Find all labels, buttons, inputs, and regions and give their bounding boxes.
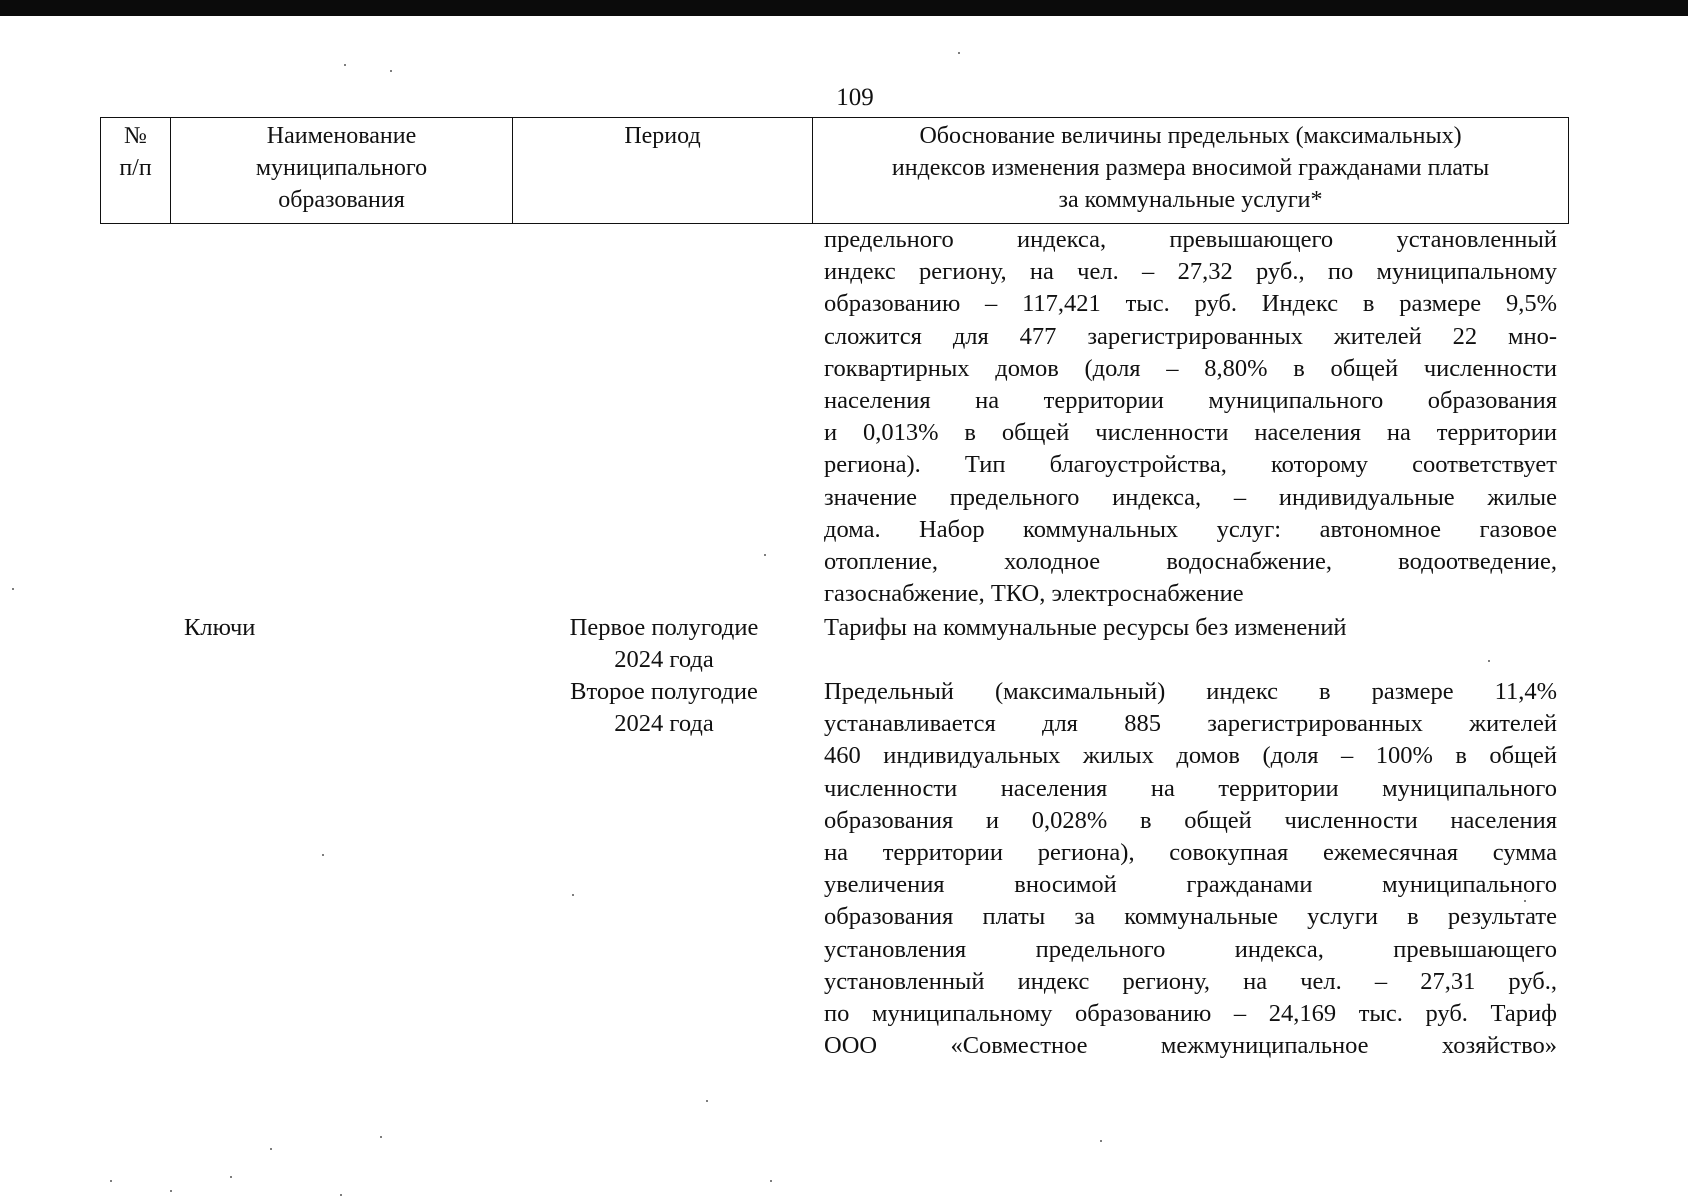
text-line: Предельный (максимальный) индекс в размере 11,4% (824, 678, 1557, 705)
text-line: предельного индекса, превышающего установленный (824, 226, 1557, 253)
page-number: 109 (836, 84, 874, 111)
header-text: Период (624, 123, 701, 149)
text-line: по муниципальному образованию – 24,169 тыс. руб. Тариф (824, 1000, 1557, 1028)
text-line: ООО «Совместное межмуниципальное хозяйство» (824, 1032, 1557, 1060)
text-line: увеличения вносимой гражданами муниципального (824, 871, 1557, 899)
text-line: образования и 0,028% в общей численности населения (824, 806, 1557, 834)
header-col-municipality (171, 118, 513, 224)
text-line: газоснабжение, ТКО, электроснабжение (824, 580, 1244, 608)
header-text: за коммунальные услуги* (1058, 187, 1323, 213)
period-second-half (530, 676, 798, 740)
text-line: значение предельного индекса, – индивидуальные жилые (824, 483, 1557, 511)
text-line: региона). Тип благоустройства, которому соответствует (824, 451, 1557, 479)
text-line: индекс региону, на чел. – 27,32 руб., по муниципальному (824, 258, 1557, 286)
text-line: дома. Набор коммунальных услуг: автономное газовое (824, 515, 1557, 543)
text-line: населения на территории муниципального образования (824, 387, 1557, 415)
text-line: устанавливается для 885 зарегистрированных жителей (824, 710, 1557, 738)
continued-basis-text (824, 224, 1557, 610)
header-col-period (513, 118, 813, 224)
basis-first-half: Тарифы на коммунальные ресурсы без изменений (824, 614, 1347, 641)
header-text: муниципального (255, 155, 428, 181)
header-col-basis (813, 118, 1569, 224)
period-first-half (530, 612, 798, 676)
header-text: Обоснование величины предельных (максимальных) (919, 123, 1462, 149)
basis-second-half (824, 676, 1557, 1062)
header-text: № (124, 123, 147, 149)
period-text: Второе полугодие (570, 678, 758, 705)
period-text: Первое полугодие (569, 614, 759, 641)
scan-top-border (0, 0, 1688, 16)
period-text: 2024 года (614, 646, 714, 674)
text-line: установленный индекс региону, на чел. – 27,31 руб., (824, 967, 1557, 995)
period-text: 2024 года (614, 710, 714, 738)
text-line: образования платы за коммунальные услуги в результате (824, 903, 1557, 931)
text-line: установления предельного индекса, превышающего (824, 935, 1557, 963)
header-text: п/п (119, 155, 152, 181)
header-col-number (101, 118, 171, 224)
header-text: образования (278, 187, 405, 213)
text-line: и 0,013% в общей численности населения на территории (824, 419, 1557, 447)
header-row (101, 118, 1569, 224)
text-line: отопление, холодное водоснабжение, водоотведение, (824, 548, 1557, 576)
text-line: на территории региона), совокупная ежемесячная сумма (824, 839, 1557, 867)
text-line: сложится для 477 зарегистрированных жителей 22 мно- (824, 322, 1557, 350)
header-text: индексов изменения размера вносимой гражданами платы (891, 155, 1490, 181)
municipality-name: Ключи (184, 614, 256, 641)
text-line: численности населения на территории муниципального (824, 774, 1557, 802)
text-line: гоквартирных домов (доля – 8,80% в общей численности (824, 354, 1557, 382)
header-text: Наименование (266, 123, 417, 149)
table-header (100, 117, 1569, 224)
text-line: 460 индивидуальных жилых домов (доля – 100% в общей (824, 742, 1557, 770)
text-line: образованию – 117,421 тыс. руб. Индекс в размере 9,5% (824, 290, 1557, 318)
